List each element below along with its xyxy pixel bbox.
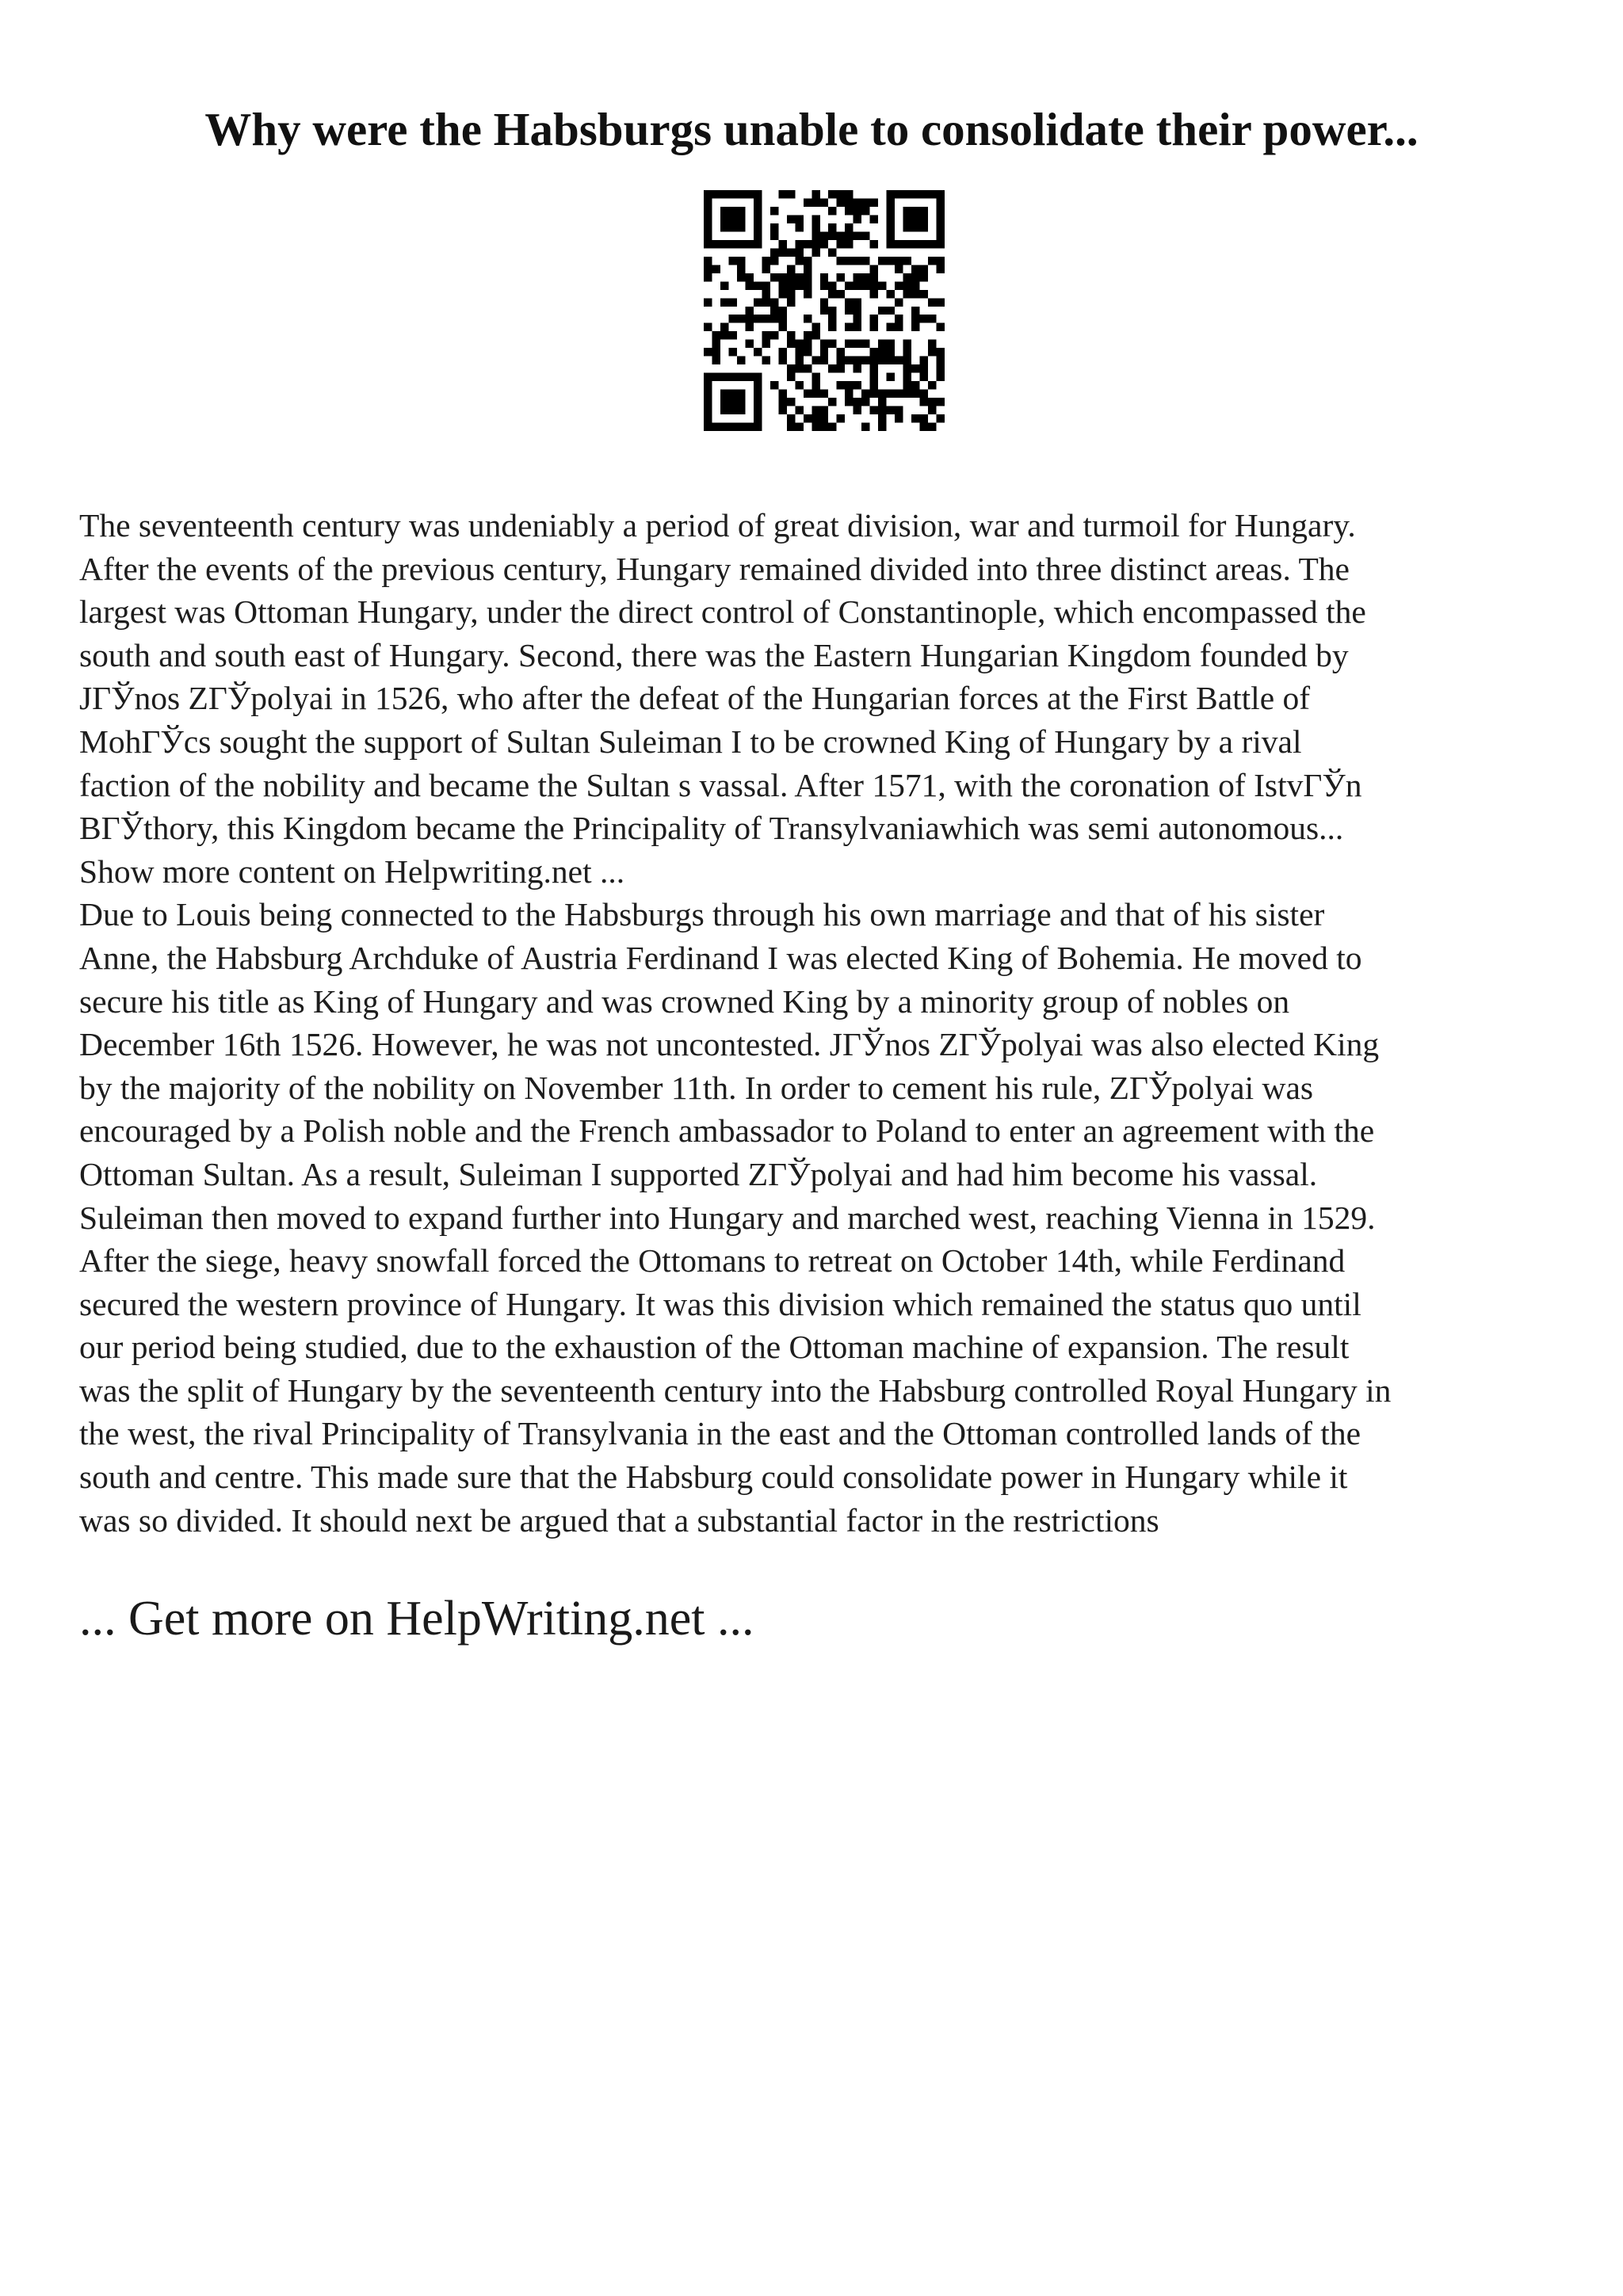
- paragraph-2: Due to Louis being connected to the Habsburgs through his own marriage and that of his sister Anne, the Habsburg Archduke of Austria Ferdinand I was elected King of Bohemia. He moved to secure his title as King of Hungary and was crowned King by a minority group of nobles on December 16th 1526. However, he was not uncontested. JГЎnos ZГЎpolyai was also elected King by the majority of the nobility on November 11th. In order to cement his rule, ZГЎpolyai was encouraged by a Polish noble and the French ambassador to Poland to enter an agreement with the Ottoman Sultan. As a result, Suleiman I supported ZГЎpolyai and had him become his vassal. Suleiman then moved to expand further into Hungary and marched west, reaching Vienna in 1529. After the siege, heavy snowfall forced the Ottomans to retreat on October 14th, while Ferdinand secured the western province of Hungary. It was this division which remained the status quo until our period being studied, due to the exhaustion of the Ottoman machine of expansion. The result was the split of Hungary by the seventeenth century into the Habsburg controlled Royal Hungary in the west, the rival Principality of Transylvania in the east and the Ottoman controlled lands of the south and centre. This made sure that the Habsburg could consolidate power in Hungary while it was so divided. It should next be argued that a substantial factor in the restrictions: [79, 896, 1392, 1539]
- article-body: [79, 504, 1577, 1542]
- paragraph-1: The seventeenth century was undeniably a period of great division, war and turmoil for Hungary. After the events of the previous century, Hungary remained divided into three distinct areas. The largest was Ottoman Hungary, under the direct control of Constantinople, which encompassed the south and south east of Hungary. Second, there was the Eastern Hungarian Kingdom founded by JГЎnos ZГЎpolyai in 1526, who after the defeat of the Hungarian forces at the First Battle of MohГЎcs sought the support of Sultan Suleiman I to be crowned King of Hungary by a rival faction of the nobility and became the Sultan s vassal. After 1571, with the coronation of IstvГЎn BГЎthory, this Kingdom became the Principality of Transylvaniawhich was semi autonomous... Show more content on Helpwriting.net ...: [79, 507, 1366, 890]
- qr-code-icon[interactable]: [704, 190, 945, 431]
- get-more-link[interactable]: ... Get more on HelpWriting.net ...: [79, 1592, 754, 1646]
- document-title: Why were the Habsburgs unable to consolidate their power...: [204, 103, 1419, 155]
